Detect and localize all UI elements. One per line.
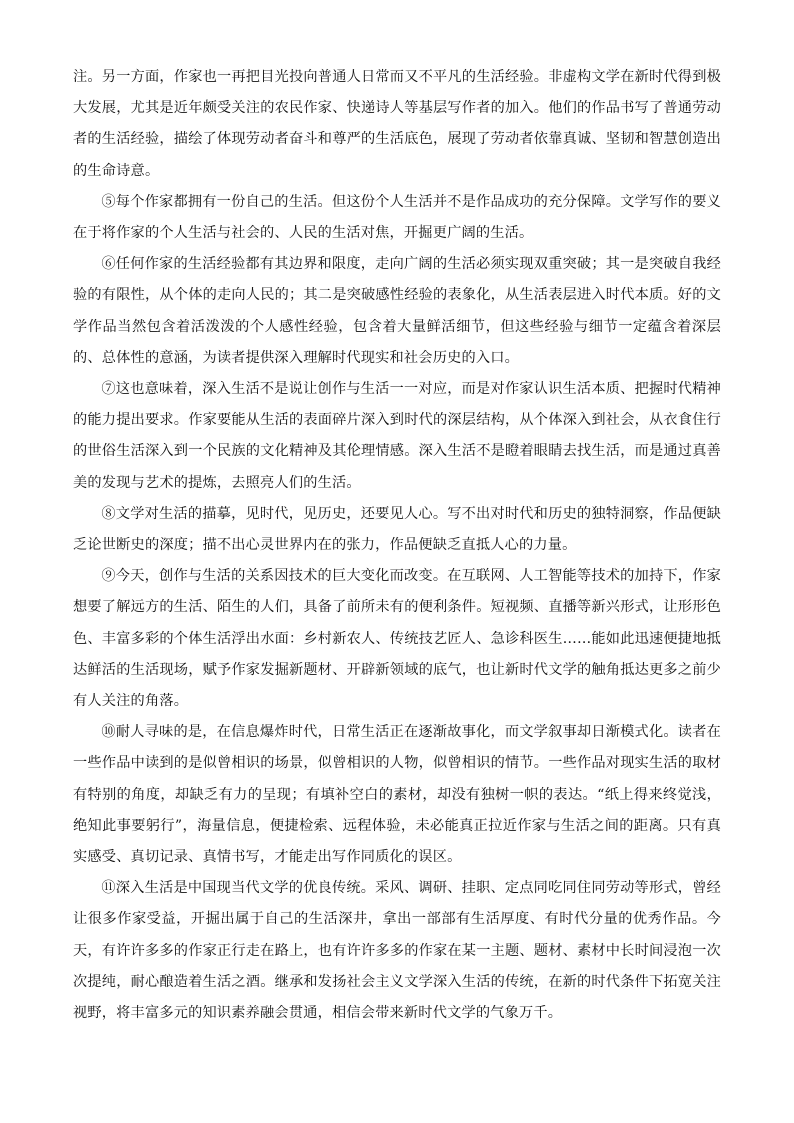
document-body	[73, 62, 721, 1029]
paragraph-10: ⑩耐人寻味的是，在信息爆炸时代，日常生活正在逐渐故事化，而文学叙事却日渐模式化。读者在一些作品中读到的是似曾相识的场景，似曾相识的人物，似曾相识的情节。一些作品对现实生活的取材有特别的角度，却缺乏有力的呈现；有填补空白的素材，却没有独树一帜的表达。“纸上得来终觉浅，绝知此事要躬行”，海量信息，便捷检索、远程体验，未必能真正拉近作家与生活之间的距离。只有真实感受、真切记录、真情书写，才能走出写作同质化的误区。	[73, 724, 721, 866]
paragraph-8: ⑧文学对生活的描摹，见时代，见历史，还要见人心。写不出对时代和历史的独特洞察，作品便缺乏论世断史的深度；描不出心灵世界内在的张力，作品便缺乏直抵人心的力量。	[73, 505, 721, 554]
paragraph-11: ⑪深入生活是中国现当代文学的优良传统。采风、调研、挂职、定点同吃同住同劳动等形式，曾经让很多作家受益，开掘出属于自己的生活深井，拿出一部部有生活厚度、有时代分量的优秀作品。今天，有许许多多的作家正行走在路上，也有许许多多的作家在某一主题、题材、素材中长时间浸泡一次次提纯，耐心酿造着生活之酒。继承和发扬社会主义文学深入生活的传统，在新的时代条件下拓宽关注视野，将丰富多元的知识素养融会贯通，相信会带来新时代文学的气象万千。	[73, 880, 721, 1022]
paragraph-continuation: 注。另一方面，作家也一再把目光投向普通人日常而又不平凡的生活经验。非虚构文学在新时代得到极大发展，尤其是近年颇受关注的农民作家、快递诗人等基层写作者的加入。他们的作品书写了普通劳动者的生活经验，描绘了体现劳动者奋斗和尊严的生活底色，展现了劳动者依靠真诚、坚韧和智慧创造出的生命诗意。	[73, 69, 721, 179]
paragraph-6: ⑥任何作家的生活经验都有其边界和限度，走向广阔的生活必须实现双重突破；其一是突破自我经验的有限性，从个体的走向人民的；其二是突破感性经验的表象化，从生活表层进入时代本质。好的文学作品当然包含着活泼泼的个人感性经验，包含着大量鲜活细节，但这些经验与细节一定蕴含着深层的、总体性的意涵，为读者提供深入理解时代现实和社会历史的入口。	[73, 256, 721, 366]
paragraph-7: ⑦这也意味着，深入生活不是说让创作与生活一一对应，而是对作家认识生活本质、把握时代精神的能力提出要求。作家要能从生活的表面碎片深入到时代的深层结构，从个体深入到社会，从衣食住行的世俗生活深入到一个民族的文化精神及其伦理情感。深入生活不是瞪着眼睛去找生活，而是通过真善美的发现与艺术的提炼，去照亮人们的生活。	[73, 381, 721, 491]
paragraph-5: ⑤每个作家都拥有一份自己的生活。但这份个人生活并不是作品成功的充分保障。文学写作的要义在于将作家的个人生活与社会的、人民的生活对焦，开掘更广阔的生活。	[73, 193, 721, 242]
paragraph-9: ⑨今天，创作与生活的关系因技术的巨大变化而改变。在互联网、人工智能等技术的加持下，作家想要了解远方的生活、陌生的人们，具备了前所未有的便利条件。短视频、直播等新兴形式，让形形色色、丰富多彩的个体生活浮出水面：乡村新农人、传统技艺匠人、急诊科医生……能如此迅速便捷地抵达鲜活的生活现场，赋予作家发掘新题材、开辟新领域的底气，也让新时代文学的触角抵达更多之前少有人关注的角落。	[73, 568, 721, 710]
